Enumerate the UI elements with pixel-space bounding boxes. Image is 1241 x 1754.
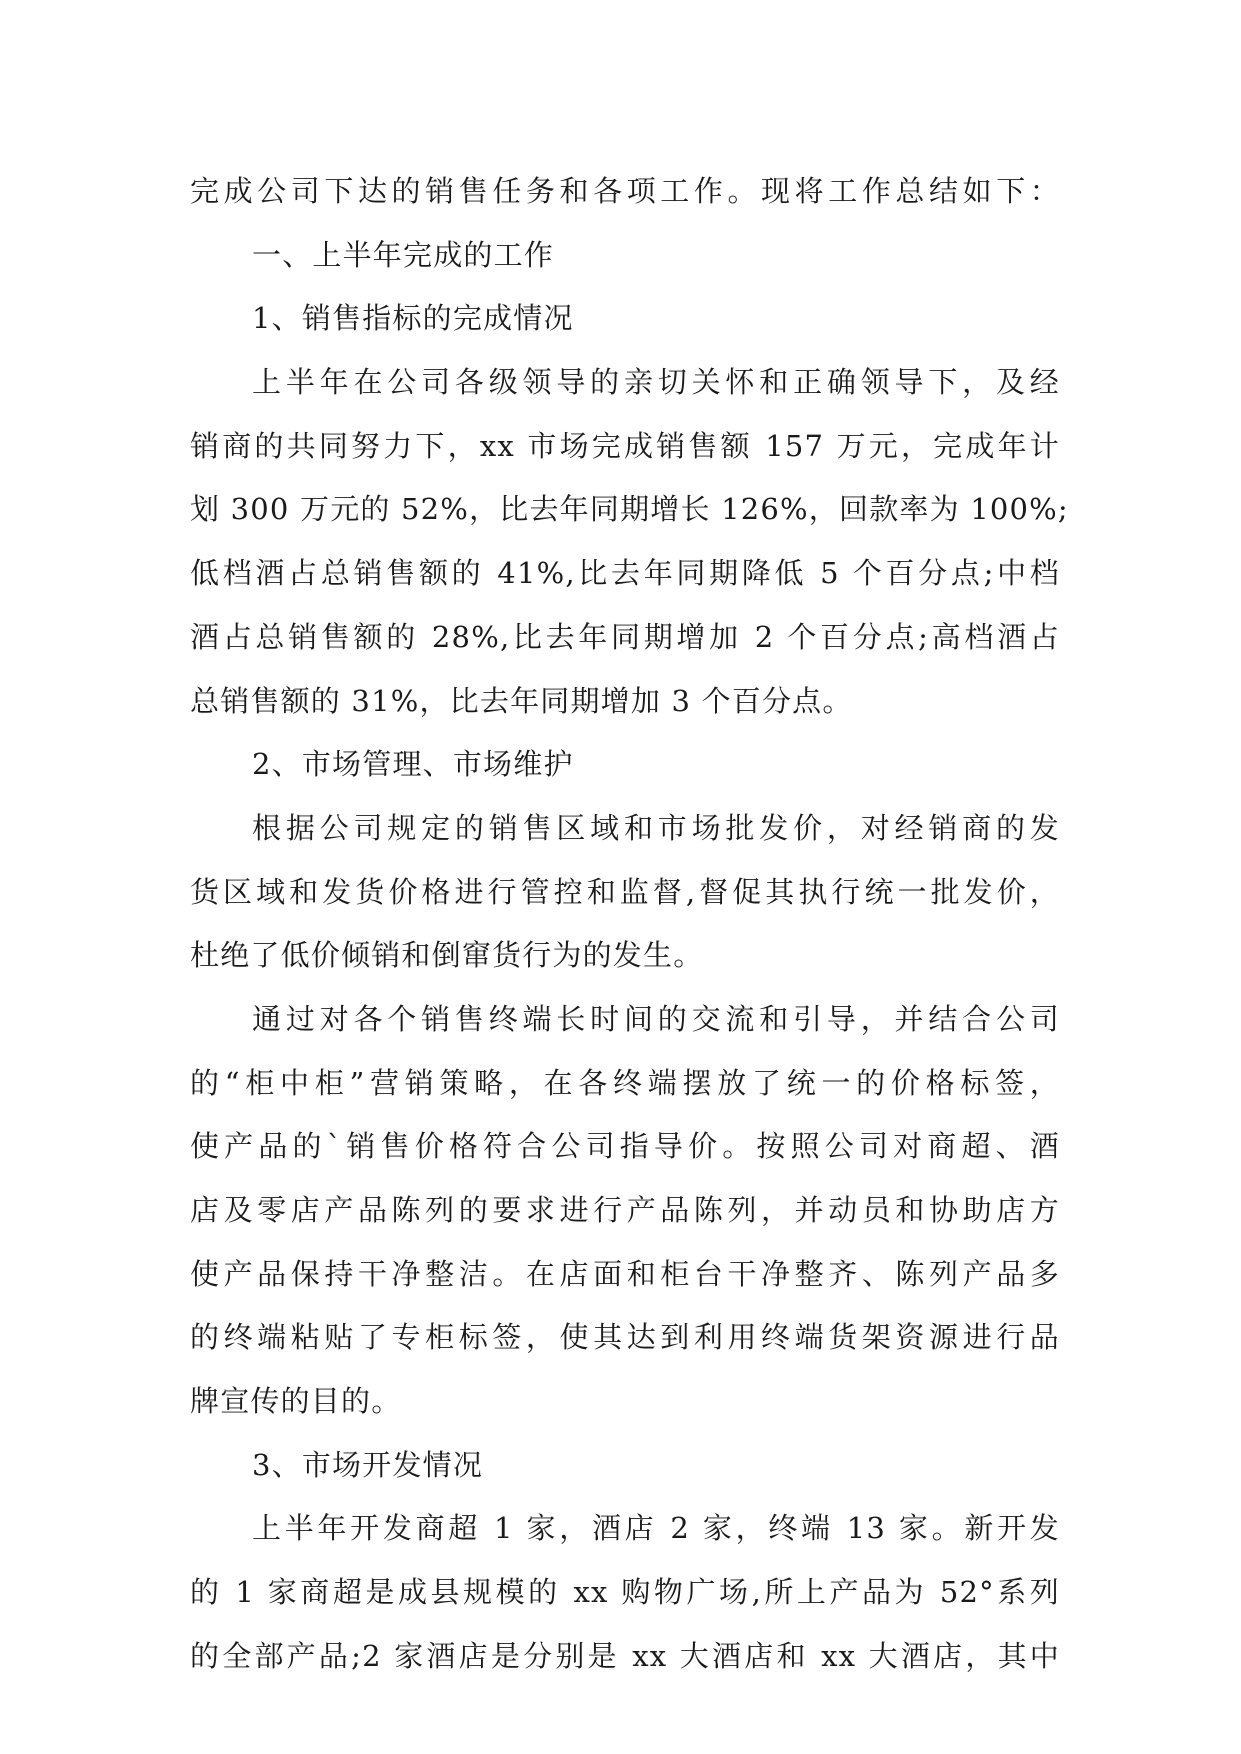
paragraph-line: 使产品的`销售价格符合公司指导价。按照公司对商超、酒: [190, 1129, 1060, 1164]
paragraph-line: 完成公司下达的销售任务和各项工作。现将工作总结如下：: [190, 174, 1060, 208]
paragraph-line: 通过对各个销售终端长时间的交流和引导，并结合公司: [252, 1001, 1060, 1036]
paragraph-line: 酒占总销售额的 28%,比去年同期增加 2 个百分点;高档酒占: [190, 619, 1060, 654]
paragraph-line: 总销售额的 31%，比去年同期增加 3 个百分点。: [190, 683, 853, 718]
paragraph-line: 根据公司规定的销售区域和市场批发价，对经销商的发: [252, 810, 1060, 845]
paragraph-line: 销商的共同努力下，xx 市场完成销售额 157 万元，完成年计: [190, 428, 1060, 463]
paragraph-line: 店及零店产品陈列的要求进行产品陈列，并动员和协助店方: [190, 1193, 1060, 1227]
paragraph-line: 划 300 万元的 52%，比去年同期增长 126%，回款率为 100%;: [190, 492, 1069, 527]
subsection-heading: 2、市场管理、市场维护: [252, 747, 574, 782]
paragraph-line: 上半年在公司各级领导的亲切关怀和正确领导下，及经: [252, 365, 1060, 400]
paragraph-line: 货区域和发货价格进行管控和监督,督促其执行统一批发价，: [190, 874, 1060, 909]
paragraph-line: 低档酒占总销售额的 41%,比去年同期降低 5 个百分点;中档: [190, 556, 1060, 591]
paragraph-line: 牌宣传的目的。: [190, 1384, 402, 1419]
paragraph-line: 使产品保持干净整洁。在店面和柜台干净整齐、陈列产品多: [190, 1256, 1060, 1291]
paragraph-line: 的“柜中柜”营销策略，在各终端摆放了统一的价格标签，: [190, 1065, 1060, 1100]
subsection-heading: 3、市场开发情况: [252, 1447, 484, 1482]
paragraph-line: 的全部产品;2 家酒店是分别是 xx 大酒店和 xx 大酒店，其中: [190, 1638, 1060, 1673]
paragraph-line: 的终端粘贴了专柜标签，使其达到利用终端货架资源进行品: [190, 1320, 1060, 1355]
paragraph-line: 上半年开发商超 1 家，酒店 2 家，终端 13 家。新开发: [252, 1511, 1060, 1546]
subsection-heading: 1、销售指标的完成情况: [252, 301, 574, 336]
document-body: [190, 160, 1069, 1689]
section-heading: 一、上半年完成的工作: [252, 237, 555, 272]
paragraph-line: 的 1 家商超是成县规模的 xx 购物广场,所上产品为 52°系列: [190, 1575, 1060, 1610]
paragraph-line: 杜绝了低价倾销和倒窜货行为的发生。: [190, 938, 704, 973]
